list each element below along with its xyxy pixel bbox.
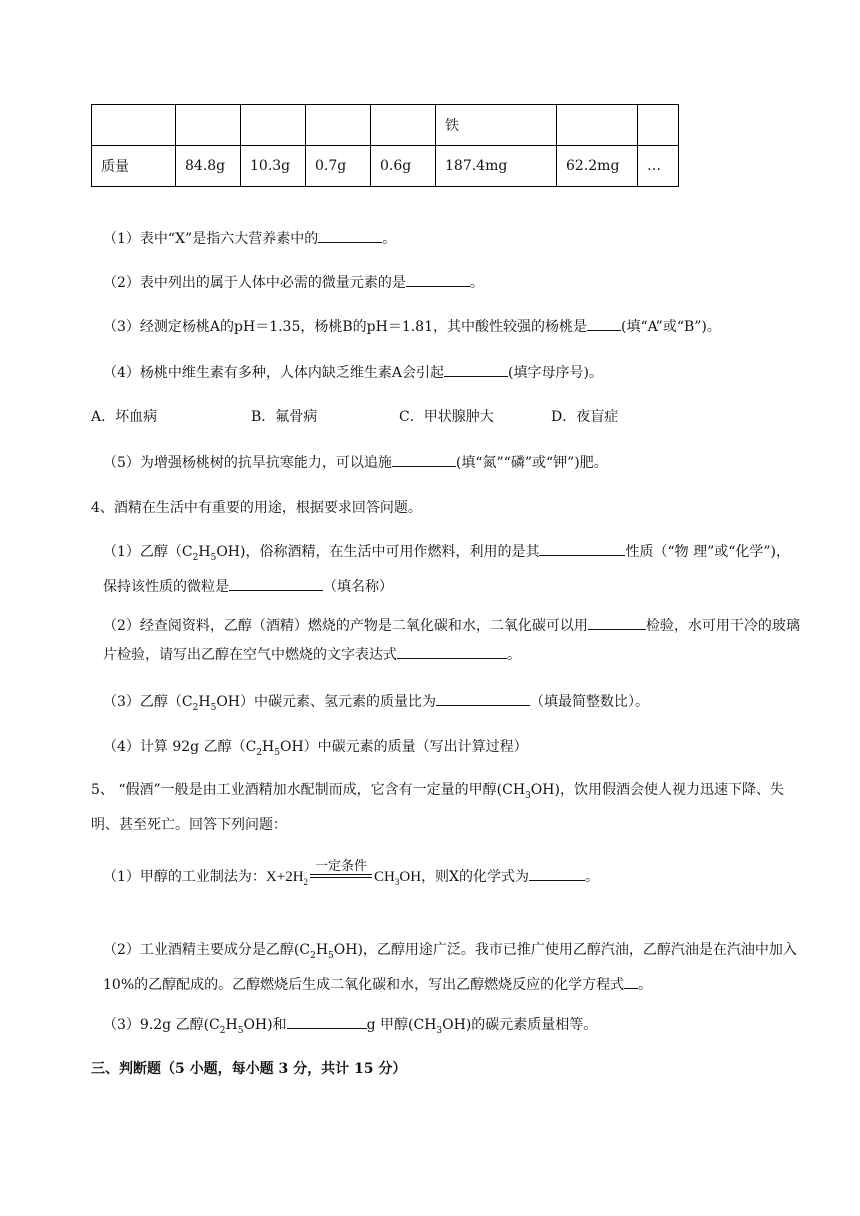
table-row — [92, 146, 679, 187]
q5-title: 5、 “假酒”一般是由工业酒精加水配制而成，它含有一定量的甲醇$(CH_3OH)$，饮用假酒会使人视力迅速下降、失明、甚至死亡。回答下列问题： — [91, 782, 784, 833]
option-c[interactable]: C．甲状腺肿大 — [399, 409, 494, 425]
table-cell — [176, 105, 241, 146]
table-cell: 10.3g — [241, 146, 306, 187]
option-a[interactable]: A．坏血病 — [91, 409, 158, 425]
answer-blank[interactable] — [436, 691, 530, 706]
answer-blank[interactable] — [588, 615, 646, 630]
answer-blank[interactable] — [624, 974, 638, 989]
table-cell — [306, 105, 371, 146]
nutrition-table — [91, 104, 679, 187]
table-cell: 铁 — [436, 105, 557, 146]
q4-part4: （4）计算 92g 乙醇$(C_2H_5OH)$中碳元素的质量（写出计算过程） — [103, 739, 528, 758]
option-b[interactable]: B．氟骨病 — [251, 409, 318, 425]
table-cell: 62.2mg — [557, 146, 638, 187]
table-cell — [241, 105, 306, 146]
table-cell: 0.7g — [306, 146, 371, 187]
answer-blank[interactable] — [229, 576, 323, 591]
table-cell: … — [638, 146, 679, 187]
answer-blank[interactable] — [287, 1014, 367, 1029]
q4-part3: （3）乙醇$(C_2H_5OH)$中碳元素、氢元素的质量比为 （填最简整数比）。 — [103, 691, 649, 718]
answer-blank[interactable] — [539, 541, 625, 556]
q5-part3: （3）9.2g 乙醇$(C_2H_5OH)$和 g 甲醇$(CH_3OH)$的碳元素质量相等。 — [103, 1014, 597, 1041]
q3-part1: （1）表中“X”是指六大营养素中的 。 — [103, 228, 396, 249]
table-cell — [638, 105, 679, 146]
q3-part4: （4）杨桃中维生素有多种，人体内缺乏维生素A会引起 (填字母序号)。 — [103, 362, 603, 383]
q5-part2: （2）工业酒精主要成分是乙醇$(C_2H_5OH)$，乙醇用途广泛。我市已推广使用乙醇汽油，乙醇汽油是在汽油中加入10%的乙醇配成的。乙醇燃烧后生成二氧化碳和水，写出乙醇燃烧反应的化学方程式 。 — [103, 942, 797, 993]
q5-part1: （1）甲醇的工业制法为：$X+2H_2$ 一定条件 $CH_3OH$，则X的化学式为 。 — [103, 859, 600, 887]
answer-blank[interactable] — [397, 644, 507, 659]
reaction-arrow: 一定条件 — [310, 860, 372, 878]
answer-blank[interactable] — [318, 228, 382, 243]
answer-blank[interactable] — [392, 452, 456, 467]
equation-left: $X+2H_2$ — [265, 869, 309, 887]
table-row — [92, 105, 679, 146]
table-cell: 0.6g — [371, 146, 436, 187]
answer-blank[interactable] — [444, 362, 508, 377]
q3-part2: （2）表中列出的属于人体中必需的微量元素的是 。 — [103, 272, 484, 293]
answer-blank[interactable] — [587, 316, 621, 331]
table-cell — [92, 105, 176, 146]
q4-part2: （2）经查阅资料，乙醇（酒精）燃烧的产物是二氧化碳和水，二氧化碳可以用 检验，水可用干冷的玻璃片检验，请写出乙醇在空气中燃烧的文字表达式 。 — [103, 612, 803, 670]
q3-part3: （3）经测定杨桃A的pH＝1.35，杨桃B的pH＝1.81，其中酸性较强的杨桃是 (填“A”或“B”)。 — [103, 316, 721, 337]
q4-title: 4、酒精在生活中有重要的用途，根据要求回答问题。 — [91, 500, 422, 516]
q3-part5: （5）为增强杨桃树的抗旱抗寒能力，可以追施 (填“氮”“磷”或“钾”)肥。 — [103, 452, 608, 473]
table-cell: 质量 — [92, 146, 176, 187]
equation-right: $CH_3OH$ — [374, 869, 422, 887]
table-cell — [371, 105, 436, 146]
section-heading: 三、判断题（5 小题，每小题 3 分，共计 15 分） — [91, 1061, 407, 1077]
table-cell: 187.4mg — [436, 146, 557, 187]
q4-part1: （1）乙醇$(C_2H_5OH)$，俗称酒精，在生活中可用作燃料，利用的是其 性质（“物 理”或“化学”)，保持该性质的微粒是 （填名称） — [103, 538, 803, 602]
answer-blank[interactable] — [406, 272, 470, 287]
answer-blank[interactable] — [529, 866, 585, 881]
table-cell: 84.8g — [176, 146, 241, 187]
option-d[interactable]: D．夜盲症 — [551, 409, 619, 425]
table-cell — [557, 105, 638, 146]
